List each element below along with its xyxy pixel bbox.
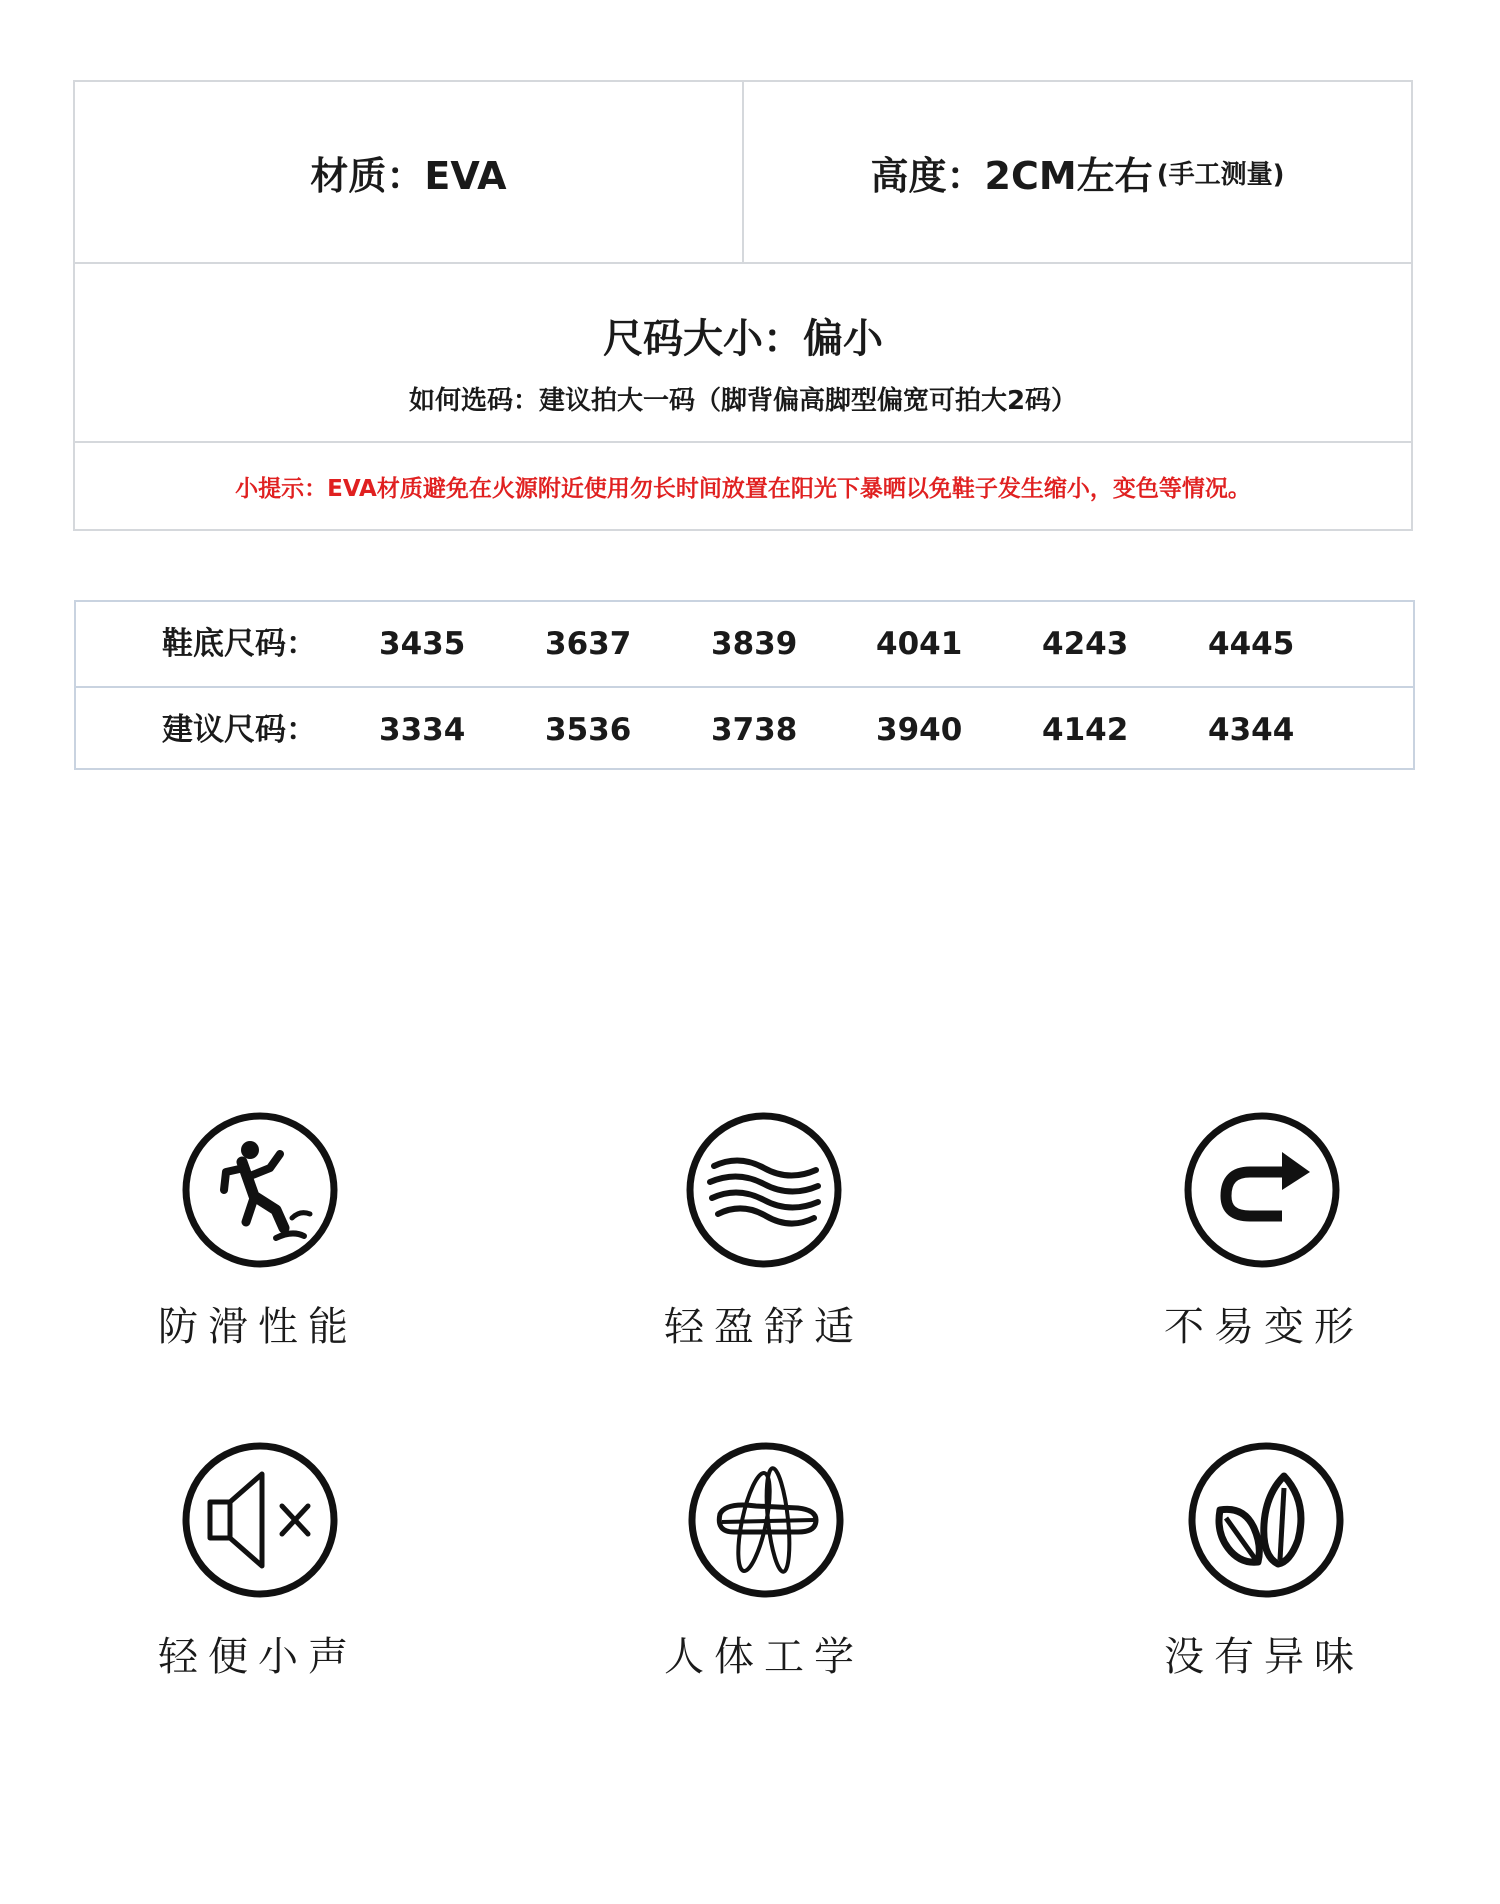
size-cell: 3839 [711, 626, 798, 662]
feature-label: 防滑性能 [158, 1304, 358, 1350]
height-cell [744, 82, 1411, 262]
care-tip: 小提示：EVA材质避免在火源附近使用勿长时间放置在阳光下暴晒以免鞋子发生缩小，变色等情况。 [235, 475, 1251, 502]
redo-arrow-icon [1182, 1110, 1342, 1270]
feature-label: 不易变形 [1164, 1304, 1364, 1350]
feature-label: 轻盈舒适 [664, 1304, 864, 1350]
size-title: 尺码大小：偏小 [603, 316, 883, 362]
size-chart [74, 600, 1415, 770]
size-cell: 3637 [545, 626, 632, 662]
size-cell: 4243 [1042, 626, 1129, 662]
feature-shape-retention [1114, 1110, 1414, 1350]
row-label: 鞋底尺码： [162, 626, 317, 662]
feature-quiet [108, 1440, 408, 1680]
feature-ergonomic [614, 1440, 914, 1680]
tip-row [75, 442, 1411, 530]
feature-label: 轻便小声 [158, 1634, 358, 1680]
height-text: 高度：2CM左右 [870, 153, 1153, 198]
material-cell [75, 82, 744, 262]
slip-icon [180, 1110, 340, 1270]
size-cell: 3940 [876, 712, 963, 748]
ergonomic-icon [686, 1440, 846, 1600]
row-label: 建议尺码： [162, 712, 317, 748]
feature-anti-slip [108, 1110, 408, 1350]
mute-speaker-icon [180, 1440, 340, 1600]
leaves-icon [1186, 1440, 1346, 1600]
feature-lightweight [614, 1110, 914, 1350]
size-cell: 3334 [379, 712, 466, 748]
size-cell: 3536 [545, 712, 632, 748]
size-info-row [75, 263, 1411, 443]
feature-label: 没有异味 [1164, 1634, 1364, 1680]
size-cell: 4041 [876, 626, 963, 662]
size-cell: 4445 [1208, 626, 1295, 662]
recommended-size-row [76, 688, 1413, 772]
info-table [73, 80, 1413, 531]
size-cell: 3738 [711, 712, 798, 748]
feature-no-odor [1114, 1440, 1414, 1680]
size-cell: 4344 [1208, 712, 1295, 748]
material-height-row [75, 82, 1411, 264]
height-note: (手工测量) [1156, 159, 1285, 190]
waves-icon [684, 1110, 844, 1270]
feature-label: 人体工学 [664, 1634, 864, 1680]
material-text: 材质：EVA [310, 153, 507, 198]
size-cell: 3435 [379, 626, 466, 662]
size-advice: 如何选码：建议拍大一码（脚背偏高脚型偏宽可拍大2码） [408, 386, 1078, 416]
size-cell: 4142 [1042, 712, 1129, 748]
sole-size-row [76, 602, 1413, 688]
